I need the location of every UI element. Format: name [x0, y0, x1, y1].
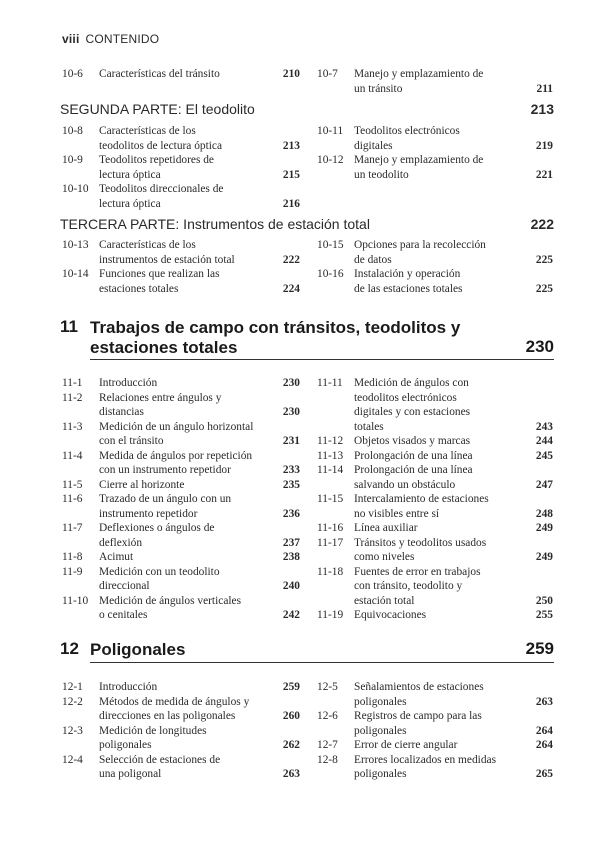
- section-title: lectura óptica: [99, 168, 161, 181]
- chapter-title-line1: Poligonales: [90, 640, 186, 659]
- toc-entry: [317, 434, 553, 449]
- toc-entry-continuation: [62, 405, 300, 420]
- section-title: totales: [354, 420, 384, 433]
- section-number: 11-6: [62, 493, 83, 505]
- toc-entry-continuation: [62, 168, 300, 183]
- section-title: Características de los: [99, 125, 196, 137]
- toc-entry: [62, 182, 300, 197]
- section-page: 216: [282, 197, 300, 210]
- section-page: 230: [282, 377, 300, 389]
- section-number: 11-9: [62, 565, 83, 578]
- toc-column-right: [317, 680, 553, 782]
- section-number: 10-16: [317, 268, 344, 280]
- section-title: poligonales: [354, 724, 407, 737]
- section-page: 237: [282, 536, 300, 549]
- toc-entry-continuation: [62, 253, 300, 268]
- section-title: o cenitales: [99, 609, 148, 621]
- chapter-page: 259: [525, 639, 554, 658]
- section-title: Prolongación de una línea: [354, 464, 473, 476]
- section-number: 11-16: [317, 522, 344, 534]
- part-page: 222: [530, 216, 554, 232]
- section-page: 245: [535, 449, 553, 462]
- section-title: Acimut: [99, 551, 134, 563]
- toc-entry: [317, 738, 553, 753]
- section-page: 240: [282, 580, 300, 592]
- section-title: de datos: [354, 253, 392, 266]
- toc-entry-continuation: [317, 139, 553, 154]
- toc-entry: [62, 267, 300, 282]
- section-number: 10-10: [62, 183, 89, 195]
- toc-entry: [62, 124, 300, 139]
- section-number: 10-8: [62, 125, 83, 137]
- toc-entry: [62, 67, 300, 82]
- section-number: 12-5: [317, 681, 338, 693]
- section-page: 211: [536, 82, 553, 95]
- toc-entry-continuation: [317, 767, 553, 782]
- chapter-rule: [90, 359, 554, 360]
- page-number: viii: [62, 32, 80, 46]
- section-number: 12-1: [62, 681, 83, 693]
- section-title: Medición de ángulos verticales: [99, 594, 242, 607]
- toc-column-right: [317, 238, 553, 296]
- toc-entry: [62, 724, 300, 739]
- section-title: Medición de un ángulo horizontal: [99, 420, 254, 433]
- section-title: instrumentos de estación total: [99, 253, 235, 266]
- toc-entry: [62, 478, 300, 493]
- section-title: Línea auxiliar: [354, 522, 418, 534]
- toc-entry: [62, 680, 300, 695]
- section-title: Selección de estaciones de: [99, 753, 221, 766]
- section-title: lectura óptica: [99, 197, 161, 210]
- chapter-title-line1: Trabajos de campo con tránsitos, teodolitos y: [90, 318, 461, 337]
- section-title: Tránsitos y teodolitos usados: [354, 536, 487, 549]
- section-page: 242: [282, 609, 300, 621]
- section-title: Introducción: [99, 681, 158, 693]
- section-title: direcciones en las poligonales: [99, 710, 236, 722]
- toc-column-right: [317, 67, 553, 96]
- toc-entry-continuation: [62, 463, 300, 478]
- toc-entry: [317, 753, 553, 768]
- section-page: 255: [535, 609, 553, 621]
- section-page: 263: [282, 768, 300, 780]
- section-page: 262: [282, 739, 300, 751]
- section-page: 263: [535, 695, 553, 708]
- section-number: 11-5: [62, 478, 83, 491]
- section-page: 260: [282, 710, 300, 722]
- toc-entry: [62, 695, 300, 710]
- chapter-rule: [90, 662, 554, 663]
- section-title: Medida de ángulos por repetición: [99, 449, 253, 462]
- toc-entry-continuation: [317, 478, 553, 493]
- section-title: un tránsito: [354, 82, 403, 95]
- section-page: 248: [535, 507, 553, 520]
- section-page: 225: [535, 253, 553, 266]
- toc-entry: [317, 608, 553, 623]
- section-title: como niveles: [354, 551, 415, 563]
- section-title: Funciones que realizan las: [99, 268, 220, 280]
- section-number: 11-14: [317, 464, 344, 476]
- toc-column-left: [62, 124, 300, 211]
- section-title: un teodolito: [354, 168, 409, 181]
- section-number: 11-2: [62, 391, 83, 404]
- toc-entry: [62, 594, 300, 609]
- section-number: 11-13: [317, 449, 344, 462]
- section-number: 11-17: [317, 536, 344, 549]
- running-title: CONTENIDO: [85, 32, 160, 46]
- section-page: 249: [535, 522, 553, 534]
- toc-entry: [62, 565, 300, 580]
- toc-entry: [62, 550, 300, 565]
- section-title: Manejo y emplazamiento de: [354, 154, 484, 166]
- toc-entry-continuation: [62, 434, 300, 449]
- section-page: 233: [282, 464, 300, 476]
- section-number: 12-3: [62, 724, 83, 737]
- section-title: poligonales: [354, 768, 407, 780]
- section-number: 11-12: [317, 435, 344, 447]
- toc-column-right: [317, 376, 553, 623]
- section-number: 10-7: [317, 68, 338, 80]
- toc-entry: [317, 709, 553, 724]
- toc-entry: [317, 680, 553, 695]
- toc-entry: [62, 153, 300, 168]
- section-title: distancias: [99, 406, 144, 418]
- section-title: Medición con un teodolito: [99, 565, 220, 578]
- section-number: 11-8: [62, 551, 83, 563]
- section-title: Cierre al horizonte: [99, 478, 185, 491]
- section-number: 12-8: [317, 753, 338, 766]
- section-page: 243: [535, 420, 553, 433]
- toc-column-right: [317, 124, 553, 182]
- section-page: 238: [282, 551, 300, 563]
- section-title: Errores localizados en medidas: [354, 753, 497, 766]
- section-page: 231: [282, 435, 300, 447]
- toc-entry-continuation: [317, 724, 553, 739]
- section-page: 221: [535, 168, 553, 181]
- section-title: de las estaciones totales: [354, 282, 463, 295]
- toc-entry-continuation: [62, 608, 300, 623]
- chapter-heading-12: [60, 639, 554, 663]
- toc-entry-continuation: [62, 507, 300, 522]
- section-page: 247: [535, 478, 553, 491]
- toc-entry: [317, 238, 553, 253]
- section-title: con un instrumento repetidor: [99, 464, 231, 476]
- toc-entry: [317, 463, 553, 478]
- toc-entry-continuation: [62, 579, 300, 594]
- section-number: 11-4: [62, 449, 83, 462]
- section-page: 222: [282, 253, 300, 266]
- section-number: 10-11: [317, 125, 344, 137]
- chapter-number: 11: [60, 317, 78, 336]
- toc-entry-continuation: [62, 536, 300, 551]
- section-title: teodolitos de lectura óptica: [99, 139, 223, 152]
- section-title: estación total: [354, 594, 415, 607]
- section-title: Señalamientos de estaciones: [354, 681, 484, 693]
- toc-entry: [317, 492, 553, 507]
- toc-entry-continuation: [317, 420, 553, 435]
- section-number: 12-2: [62, 695, 83, 708]
- section-title: Registros de campo para las: [354, 710, 482, 722]
- section-title: Medición de longitudes: [99, 724, 207, 737]
- chapter-heading-11: [60, 317, 554, 359]
- toc-column-left: [62, 67, 300, 82]
- toc-entry-continuation: [317, 168, 553, 183]
- chapter-title-line2: estaciones totales: [90, 338, 238, 357]
- part-heading-tercera: [60, 213, 554, 235]
- section-number: 11-19: [317, 609, 344, 621]
- part-title: TERCERA PARTE: Instrumentos de estación total: [60, 216, 370, 232]
- section-title: teodolitos electrónicos: [354, 391, 457, 404]
- section-title: digitales y con estaciones: [354, 406, 471, 418]
- section-page: 265: [535, 768, 553, 780]
- toc-column-left: [62, 376, 300, 623]
- section-number: 10-9: [62, 154, 83, 166]
- section-title: Error de cierre angular: [354, 739, 458, 751]
- toc-entry-continuation: [317, 82, 553, 97]
- section-title: con el tránsito: [99, 435, 164, 447]
- toc-entry-continuation: [62, 738, 300, 753]
- part-heading-segunda: [60, 98, 554, 120]
- toc-entry: [62, 420, 300, 435]
- section-title: Introducción: [99, 377, 158, 389]
- section-number: 11-1: [62, 377, 83, 389]
- section-title: Teodolitos electrónicos: [354, 125, 460, 137]
- section-title: digitales: [354, 139, 393, 152]
- toc-entry-continuation: [62, 139, 300, 154]
- section-number: 11-11: [317, 377, 343, 389]
- toc-entry-continuation: [317, 695, 553, 710]
- section-title: Fuentes de error en trabajos: [354, 565, 481, 578]
- section-title: Trazado de un ángulo con un: [99, 493, 232, 505]
- section-page: 213: [282, 139, 300, 152]
- section-number: 12-6: [317, 710, 338, 722]
- part-page: 213: [530, 101, 554, 117]
- section-title: una poligonal: [99, 768, 162, 780]
- section-number: 10-6: [62, 68, 83, 80]
- section-title: poligonales: [99, 739, 152, 751]
- section-number: 11-10: [62, 594, 89, 607]
- section-number: 11-7: [62, 522, 83, 534]
- section-title: instrumento repetidor: [99, 507, 198, 520]
- section-title: Características de los: [99, 239, 196, 251]
- chapter-number: 12: [60, 639, 79, 658]
- section-number: 10-12: [317, 154, 344, 166]
- toc-entry-continuation: [317, 507, 553, 522]
- toc-entry-continuation: [317, 253, 553, 268]
- section-title: Instalación y operación: [354, 268, 461, 280]
- section-title: Prolongación de una línea: [354, 449, 473, 462]
- section-page: 210: [282, 68, 300, 80]
- toc-entry-continuation: [317, 282, 553, 297]
- toc-entry: [62, 391, 300, 406]
- section-title: Teodolitos direccionales de: [99, 183, 224, 195]
- toc-entry: [317, 565, 553, 580]
- toc-entry: [62, 753, 300, 768]
- section-number: 10-13: [62, 239, 89, 251]
- section-number: 12-7: [317, 739, 338, 751]
- toc-entry-continuation: [317, 550, 553, 565]
- part-title: SEGUNDA PARTE: El teodolito: [60, 101, 255, 117]
- section-page: 224: [282, 282, 300, 295]
- section-title: deflexión: [99, 536, 143, 549]
- toc-entry-continuation: [62, 709, 300, 724]
- running-header: [62, 32, 159, 46]
- toc-entry: [317, 153, 553, 168]
- section-title: Relaciones entre ángulos y: [99, 391, 222, 404]
- toc-entry-continuation: [317, 579, 553, 594]
- toc-entry-continuation: [62, 197, 300, 212]
- section-title: Intercalamiento de estaciones: [354, 493, 489, 505]
- chapter-page: 230: [525, 337, 554, 356]
- section-number: 10-15: [317, 239, 344, 251]
- toc-entry: [317, 267, 553, 282]
- toc-entry-continuation: [62, 282, 300, 297]
- toc-entry: [317, 449, 553, 464]
- toc-entry: [317, 376, 553, 391]
- section-title: direccional: [99, 580, 150, 592]
- toc-entry: [62, 376, 300, 391]
- toc-entry-continuation: [317, 594, 553, 609]
- section-page: 219: [535, 139, 553, 152]
- section-page: 225: [535, 282, 553, 295]
- toc-entry: [62, 521, 300, 536]
- section-title: Objetos visados y marcas: [354, 435, 471, 447]
- section-page: 264: [535, 739, 553, 751]
- section-page: 244: [535, 435, 553, 447]
- section-title: Medición de ángulos con: [354, 377, 469, 389]
- section-number: 11-15: [317, 493, 344, 505]
- section-title: estaciones totales: [99, 282, 179, 295]
- toc-entry: [62, 492, 300, 507]
- toc-entry: [62, 449, 300, 464]
- section-number: 11-3: [62, 420, 83, 433]
- toc-entry: [62, 238, 300, 253]
- section-title: salvando un obstáculo: [354, 478, 456, 491]
- toc-entry-continuation: [317, 405, 553, 420]
- section-title: no visibles entre sí: [354, 507, 440, 520]
- toc-entry-continuation: [317, 391, 553, 406]
- section-title: Opciones para la recolección: [354, 239, 486, 251]
- section-page: 250: [535, 594, 553, 607]
- section-title: Métodos de medida de ángulos y: [99, 695, 250, 708]
- section-page: 264: [535, 724, 553, 737]
- section-title: Características del tránsito: [99, 68, 220, 80]
- section-page: 259: [282, 681, 300, 693]
- section-page: 236: [282, 507, 300, 520]
- toc-entry-continuation: [62, 767, 300, 782]
- section-number: 10-14: [62, 268, 89, 280]
- toc-entry: [317, 521, 553, 536]
- section-title: Manejo y emplazamiento de: [354, 68, 484, 80]
- section-page: 249: [535, 551, 553, 563]
- toc-entry: [317, 124, 553, 139]
- section-page: 235: [282, 478, 300, 491]
- toc-column-left: [62, 238, 300, 296]
- section-title: con tránsito, teodolito y: [354, 580, 463, 592]
- section-title: Deflexiones o ángulos de: [99, 522, 215, 534]
- toc-entry: [317, 536, 553, 551]
- section-title: Equivocaciones: [354, 609, 427, 621]
- toc-column-left: [62, 680, 300, 782]
- toc-entry: [317, 67, 553, 82]
- section-number: 11-18: [317, 565, 344, 578]
- section-title: poligonales: [354, 695, 407, 708]
- section-page: 215: [282, 168, 300, 181]
- section-page: 230: [282, 406, 300, 418]
- section-title: Teodolitos repetidores de: [99, 154, 214, 166]
- section-number: 12-4: [62, 753, 83, 766]
